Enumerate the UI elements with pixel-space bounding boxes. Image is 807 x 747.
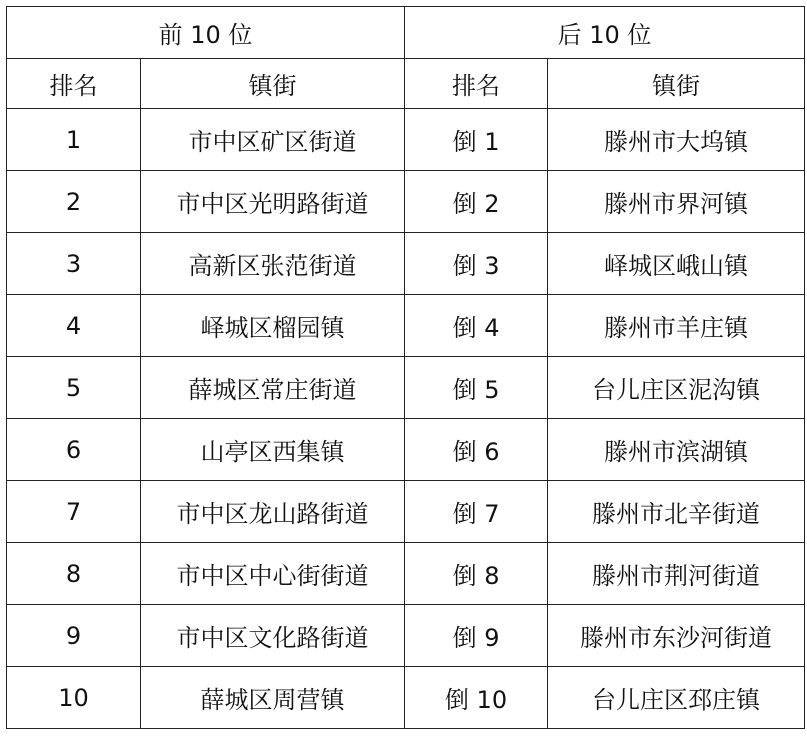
table-row — [7, 109, 805, 171]
bottom-town-cell: 滕州市荆河街道 — [548, 543, 805, 605]
top-rank-cell: 4 — [7, 295, 141, 357]
top-town-cell: 市中区中心街街道 — [141, 543, 405, 605]
top-town-cell: 薛城区周营镇 — [141, 667, 405, 729]
bottom-rank-cell: 倒 6 — [405, 419, 548, 481]
bottom-town-cell: 滕州市东沙河街道 — [548, 605, 805, 667]
top-rank-cell: 2 — [7, 171, 141, 233]
top-rank-cell: 6 — [7, 419, 141, 481]
bottom-rank-cell: 倒 9 — [405, 605, 548, 667]
bottom-rank-cell: 倒 3 — [405, 233, 548, 295]
top-town-cell: 市中区矿区街道 — [141, 109, 405, 171]
table-row — [7, 543, 805, 605]
table-row — [7, 295, 805, 357]
top-town-cell: 峄城区榴园镇 — [141, 295, 405, 357]
top-rank-cell: 7 — [7, 481, 141, 543]
table-row — [7, 667, 805, 729]
bottom-rank-cell: 倒 1 — [405, 109, 548, 171]
bottom-town-cell: 台儿庄区邳庄镇 — [548, 667, 805, 729]
bottom-town-cell: 滕州市界河镇 — [548, 171, 805, 233]
top-town-cell: 薛城区常庄街道 — [141, 357, 405, 419]
top-rank-cell: 1 — [7, 109, 141, 171]
bottom-town-cell: 滕州市滨湖镇 — [548, 419, 805, 481]
bottom-rank-cell: 倒 7 — [405, 481, 548, 543]
table-row — [7, 605, 805, 667]
top-town-cell: 市中区文化路街道 — [141, 605, 405, 667]
bottom-rank-cell: 倒 4 — [405, 295, 548, 357]
group-header-row — [7, 7, 805, 59]
bottom-town-cell: 台儿庄区泥沟镇 — [548, 357, 805, 419]
top-rank-cell: 8 — [7, 543, 141, 605]
top-town-cell: 高新区张范街道 — [141, 233, 405, 295]
table-row — [7, 481, 805, 543]
top-town-cell: 市中区光明路街道 — [141, 171, 405, 233]
column-header-row — [7, 59, 805, 109]
top-town-cell: 山亭区西集镇 — [141, 419, 405, 481]
bottom-rank-header: 排名 — [405, 59, 548, 109]
top-town-cell: 市中区龙山路街道 — [141, 481, 405, 543]
bottom-rank-cell: 倒 8 — [405, 543, 548, 605]
bottom-10-group-header: 后 10 位 — [405, 7, 805, 59]
bottom-town-cell: 滕州市羊庄镇 — [548, 295, 805, 357]
top-rank-cell: 3 — [7, 233, 141, 295]
bottom-town-cell: 峄城区峨山镇 — [548, 233, 805, 295]
top-rank-header: 排名 — [7, 59, 141, 109]
bottom-town-header: 镇街 — [548, 59, 805, 109]
top-rank-cell: 9 — [7, 605, 141, 667]
top-rank-cell: 5 — [7, 357, 141, 419]
top-town-header: 镇街 — [141, 59, 405, 109]
ranking-table — [6, 6, 805, 729]
bottom-town-cell: 滕州市北辛街道 — [548, 481, 805, 543]
bottom-rank-cell: 倒 10 — [405, 667, 548, 729]
top-10-group-header: 前 10 位 — [7, 7, 405, 59]
table-row — [7, 171, 805, 233]
bottom-rank-cell: 倒 5 — [405, 357, 548, 419]
table-row — [7, 419, 805, 481]
table-row — [7, 233, 805, 295]
top-rank-cell: 10 — [7, 667, 141, 729]
bottom-rank-cell: 倒 2 — [405, 171, 548, 233]
bottom-town-cell: 滕州市大坞镇 — [548, 109, 805, 171]
table-row — [7, 357, 805, 419]
